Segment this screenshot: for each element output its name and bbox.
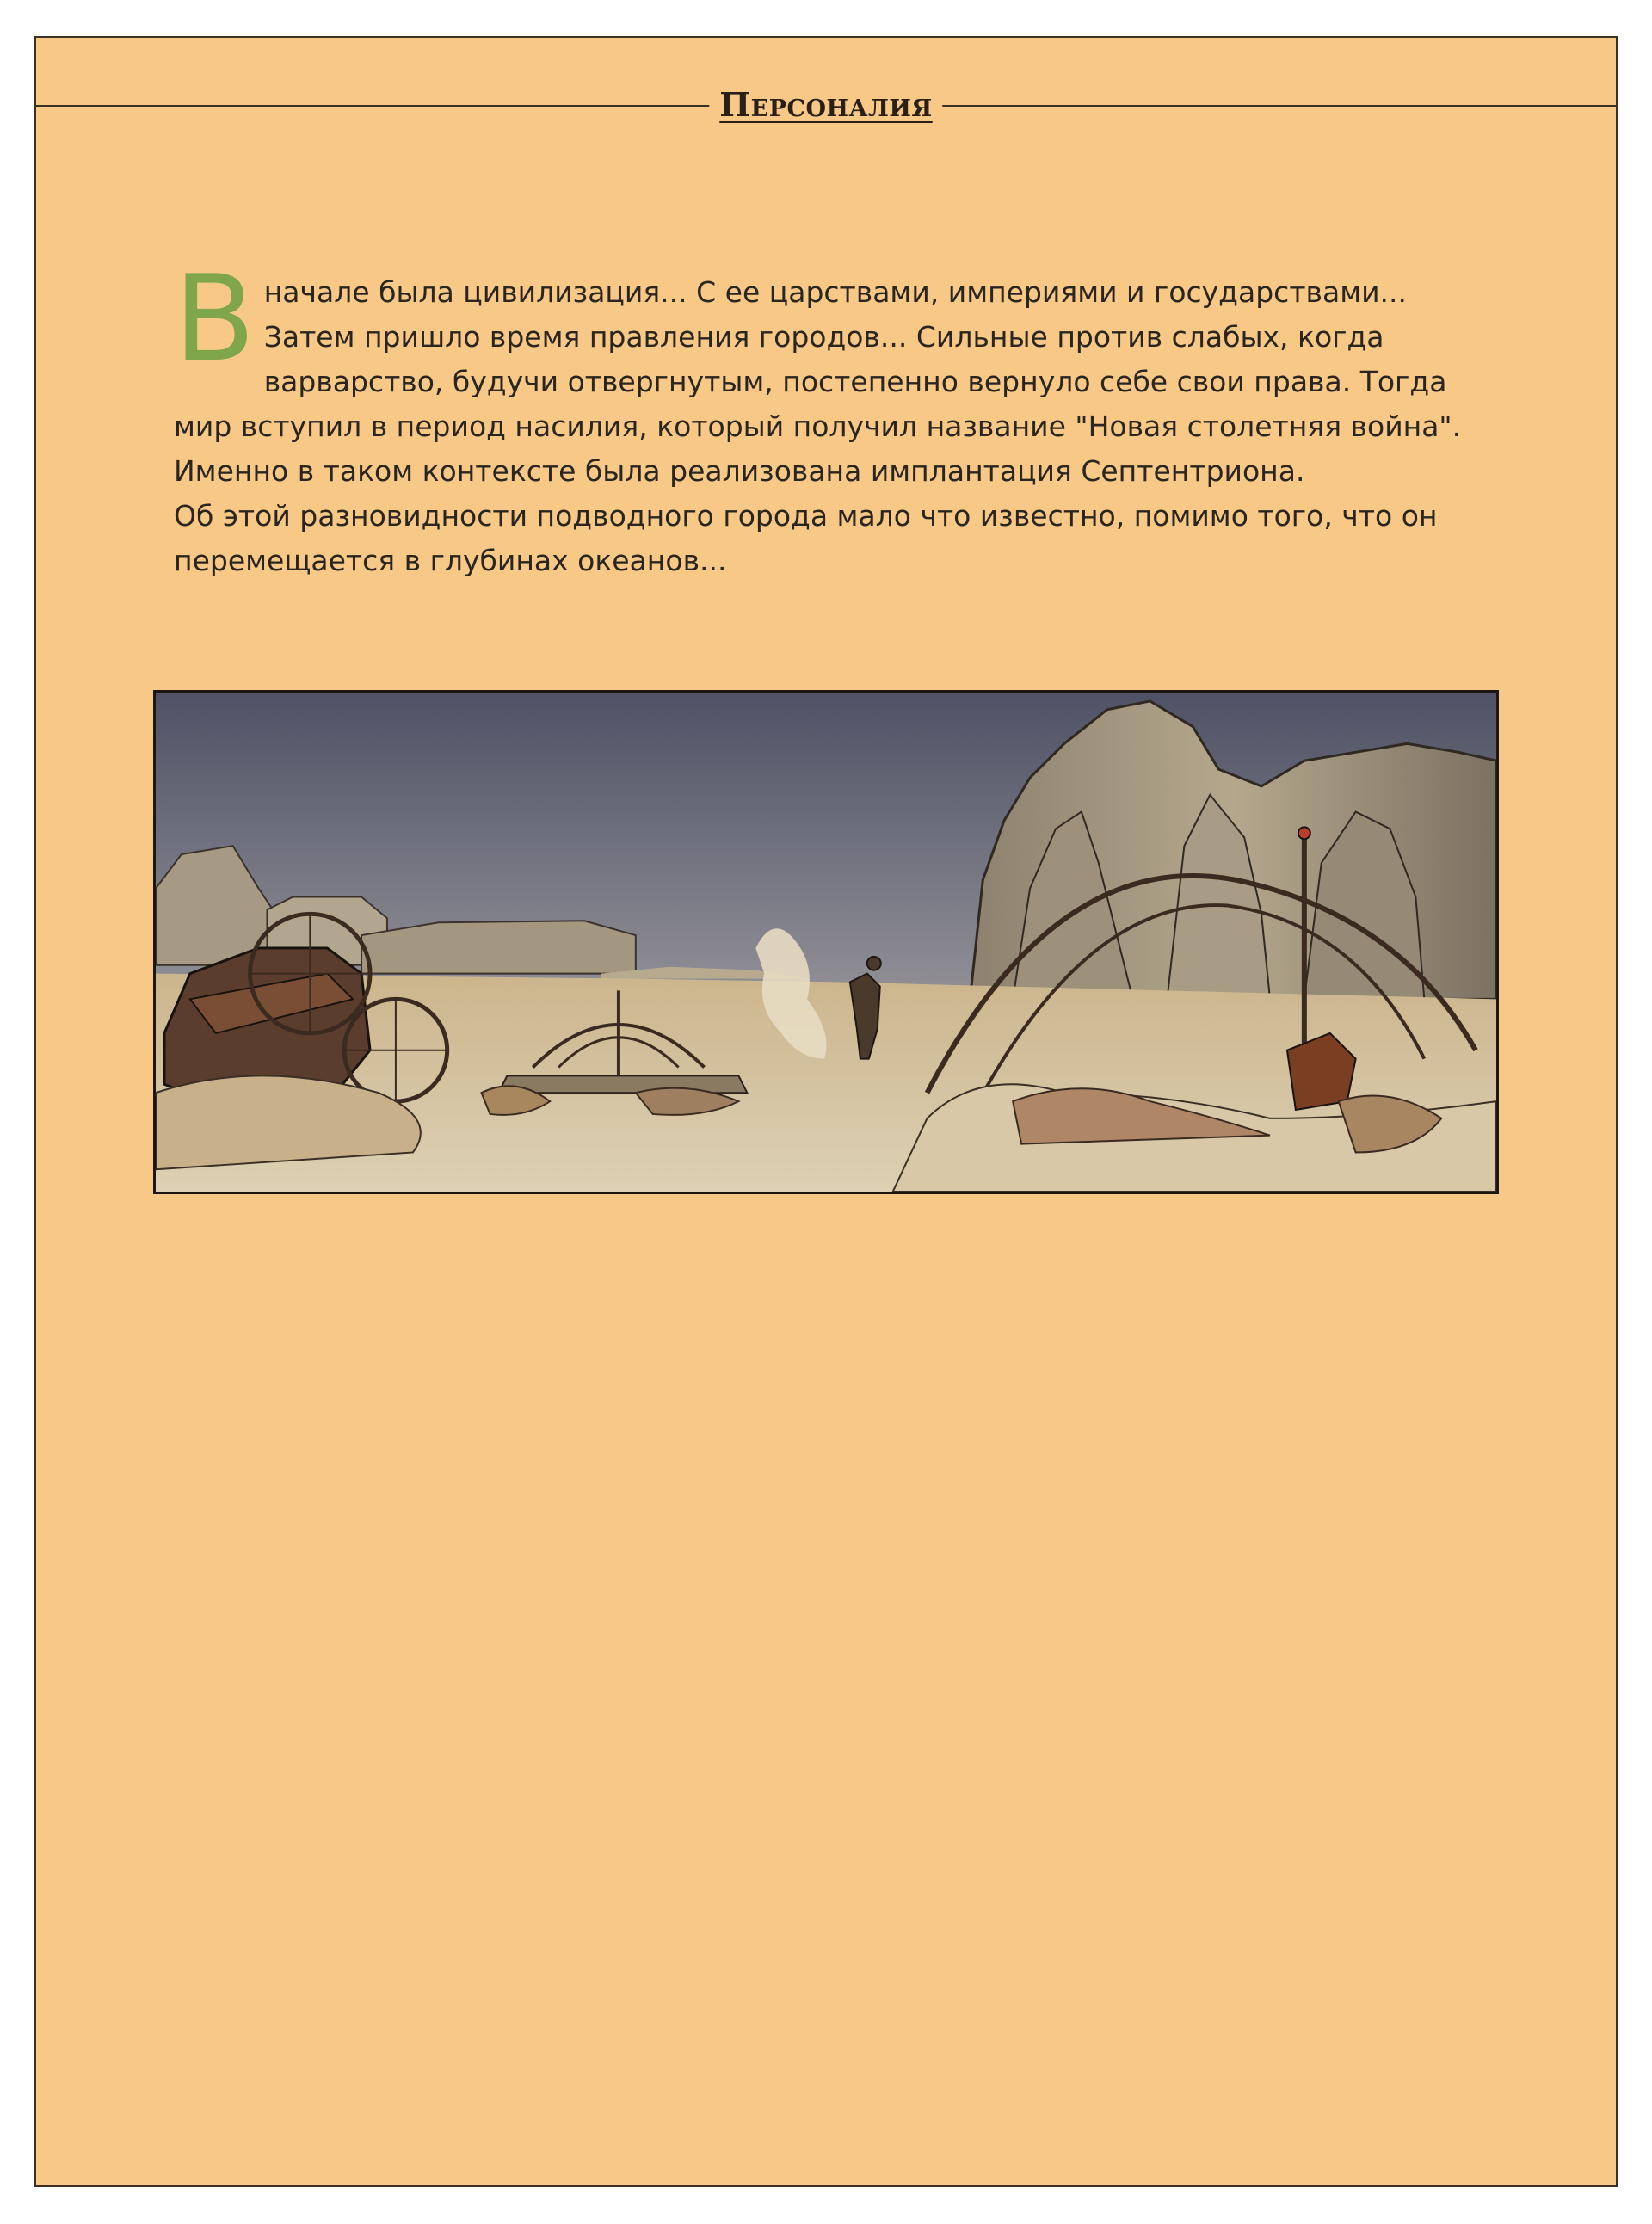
title-box [709, 79, 942, 131]
desert-illustration [153, 690, 1499, 1194]
page [34, 36, 1618, 2187]
intro-text [174, 250, 1482, 583]
intro-paragraph-2: Об этой разновидности подводного города мало что известно, помимо того, что он перемещается в глубинах океанов... [174, 499, 1438, 577]
desert-scene-image [156, 693, 1496, 1192]
page-title: Персоналия [719, 85, 933, 124]
intro-paragraph-1: начале была цивилизация... С ее царствами, империями и государствами... Затем пришло время правления городов... Сильные против слабых, когда варварство, будучи отвергнутым, постепенно вернуло себе свои права. Тогда мир вступил в период насилия, который получил название "Новая столетняя война". Именно в таком контексте была реализована имплантация Септентриона. [174, 275, 1462, 488]
drop-cap: В [174, 250, 256, 388]
